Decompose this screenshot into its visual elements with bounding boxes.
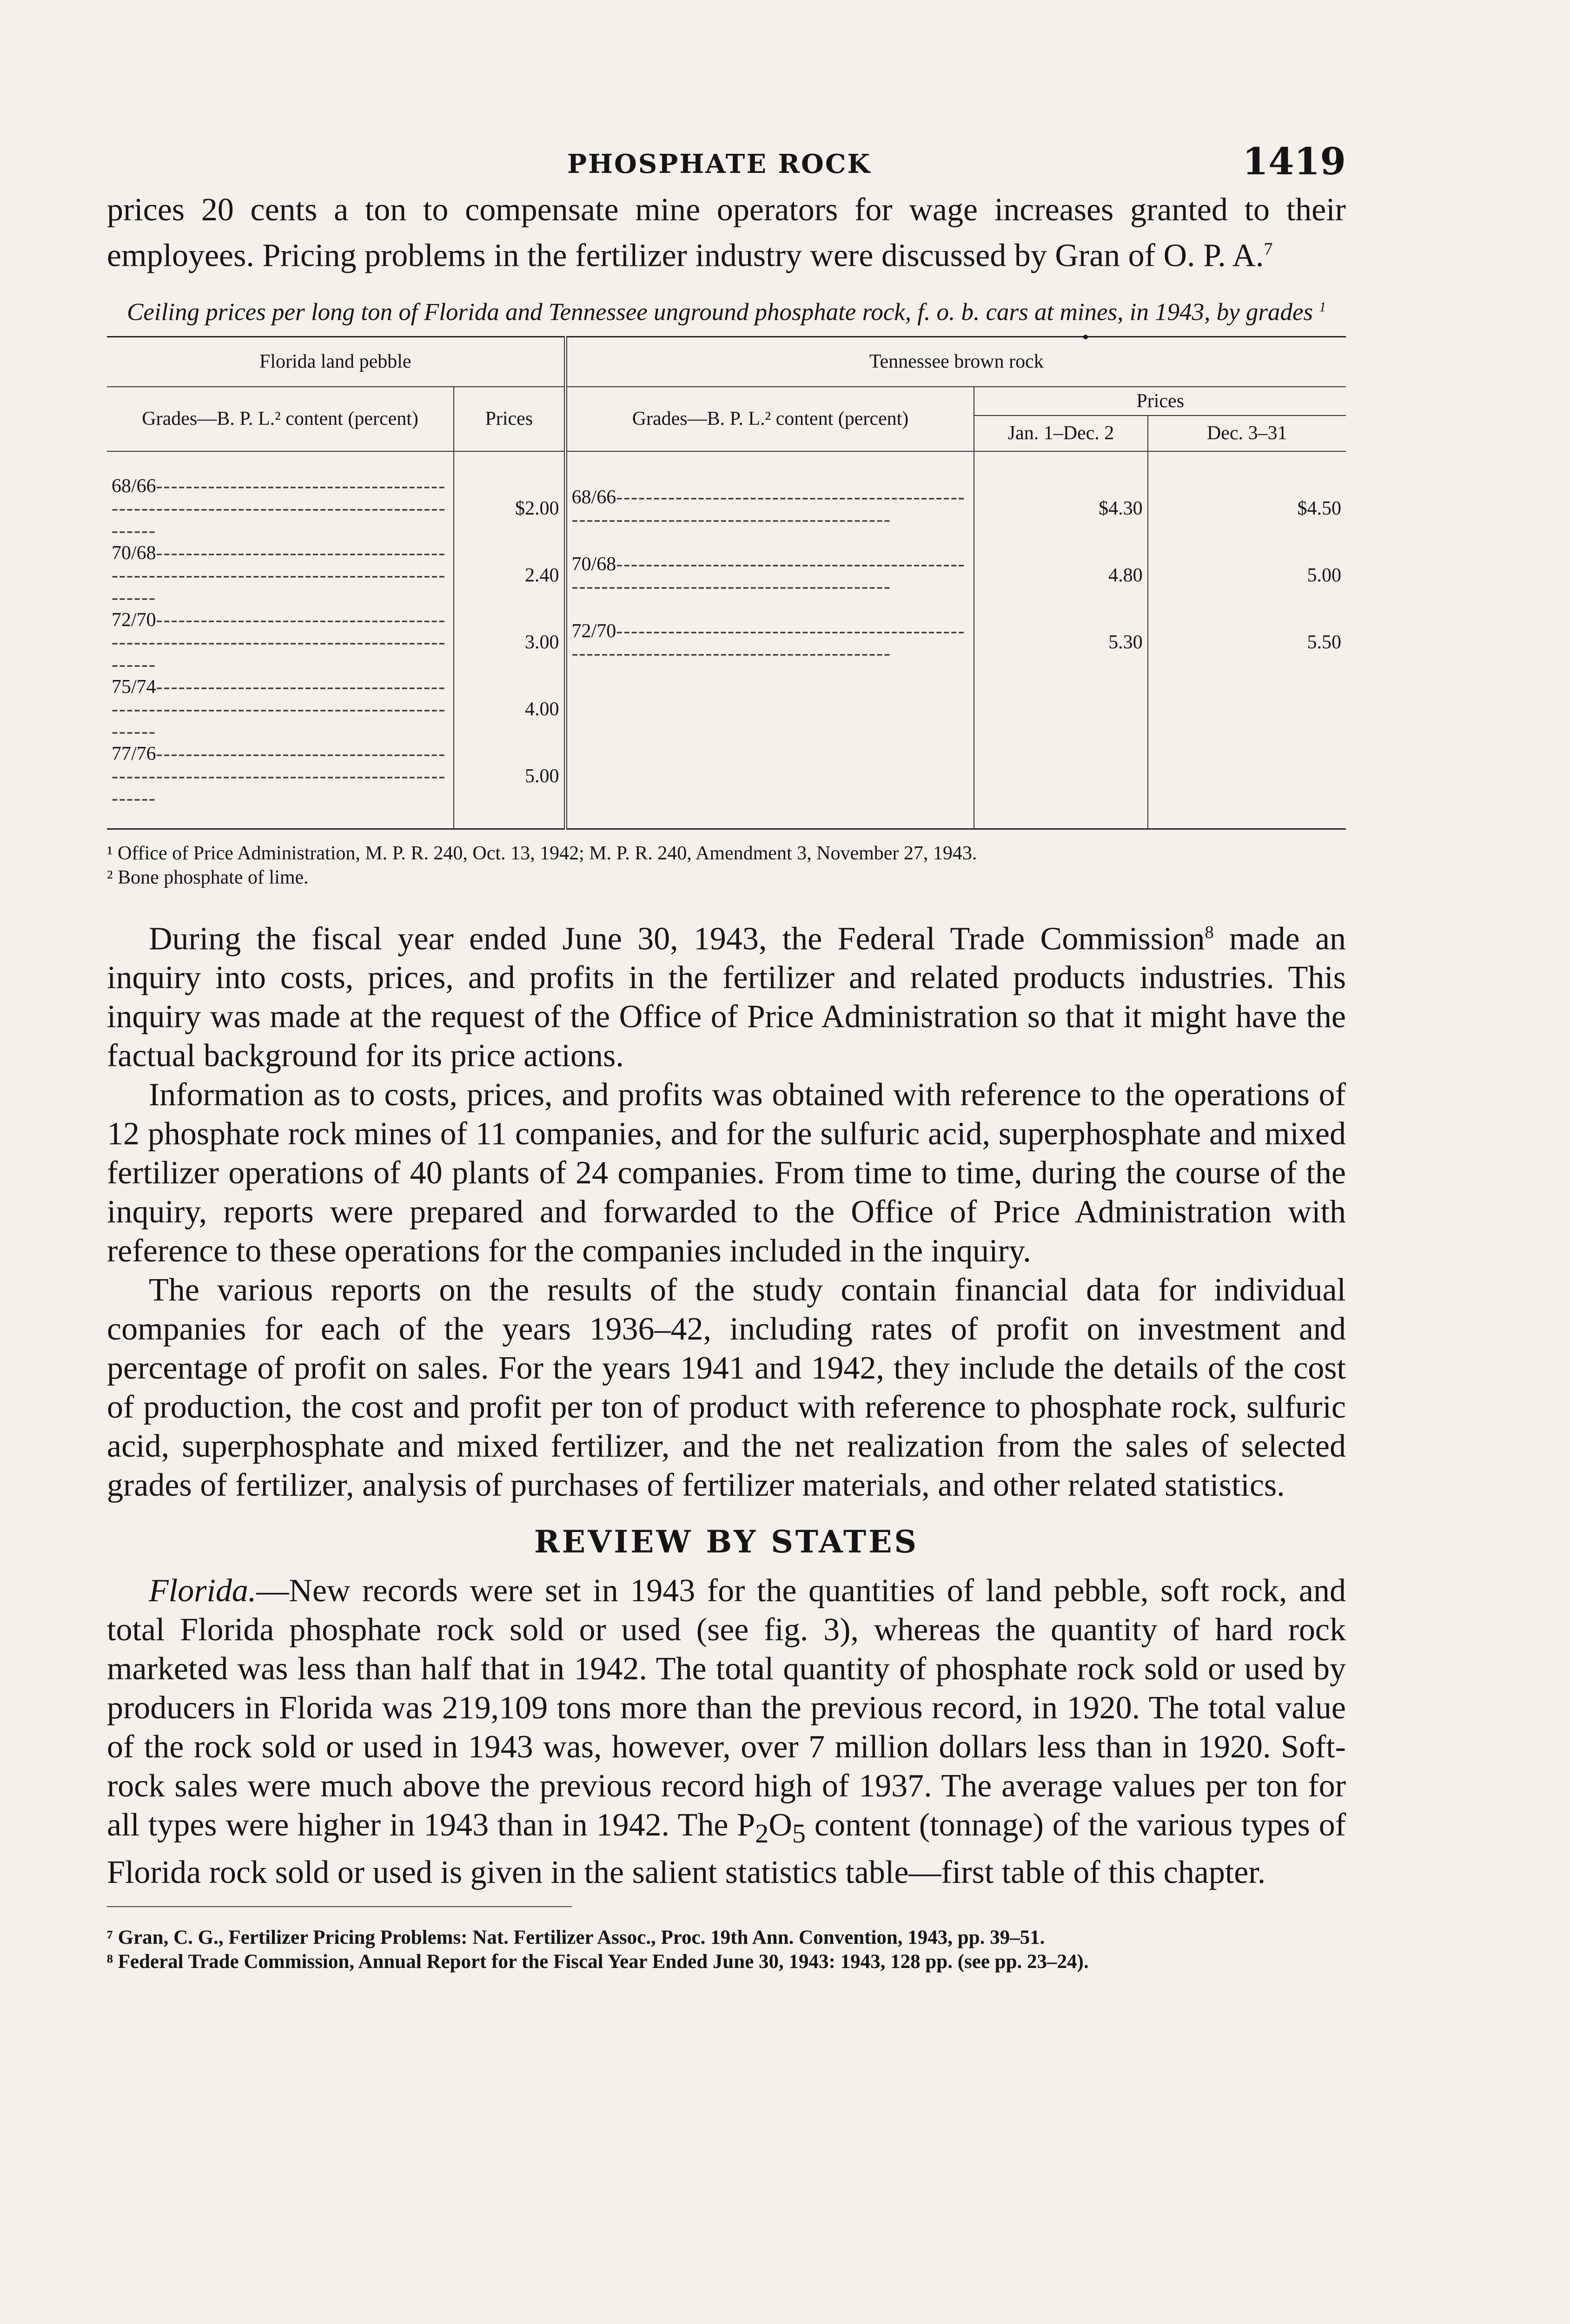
page-footnote-7: ⁷ Gran, C. G., Fertilizer Pricing Problems: Nat. Fertilizer Assoc., Proc. 19th Ann. Convention, 1943, pp. 39–51. — [107, 1927, 1045, 1949]
paragraph-text: O — [768, 1807, 792, 1843]
ceiling-prices-table — [107, 336, 1346, 830]
table-caption — [107, 293, 1346, 327]
florida-price-cell: $2.00 — [454, 451, 565, 542]
column-header-period-2: Dec. 3–31 — [1148, 416, 1346, 451]
tennessee-price-period-2-cell: 5.00 — [1307, 564, 1341, 586]
tennessee-grade-cell: 70/68 ----- — [565, 542, 974, 609]
tennessee-grade-cell: 72/70 ----- — [565, 609, 974, 676]
table-row — [107, 542, 1346, 609]
subscript: 5 — [792, 1818, 806, 1849]
tennessee-price-period-1-cell-empty — [974, 743, 1147, 829]
column-header-grades-florida: Grades—B. P. L.² content (percent) — [107, 387, 454, 451]
tennessee-price-period-1-cell: $4.30 — [974, 451, 1147, 542]
table-footnote-1: ¹ Office of Price Administration, M. P. R. 240, Oct. 13, 1942; M. P. R. 240, Amendment 3, November 27, 1943. — [107, 842, 977, 864]
tennessee-price-period-1-cell: 4.80 — [974, 542, 1147, 609]
paragraph-text: made an inquiry into costs, prices, and profits in the fertilizer and related products industries. This inquiry was made at the request of the Office of Price Administration so that it might have the factual background for its price actions. — [107, 921, 1346, 1074]
footnote-ref-8: 8 — [1205, 922, 1214, 942]
document-page — [107, 135, 1346, 1997]
running-head: PHOSPHATE ROCK — [567, 149, 872, 179]
table-row — [107, 451, 1346, 542]
scan-speck — [1083, 335, 1088, 339]
florida-price-cell: 3.00 — [454, 609, 565, 676]
paragraph-information: Information as to costs, prices, and profits was obtained with reference to the operations of 12 phosphate rock mines of 11 companies, and for the sulfuric acid, superphosphate and mixed fertilizer operations of 40 plants of 24 companies. From time to time, during the course of the inquiry, reports were prepared and forwarded to the Office of Price Administration with reference to these operations for the companies included in the inquiry. — [107, 1077, 1346, 1269]
florida-grade-cell: 72/70 ----- — [107, 609, 454, 676]
tennessee-price-period-2-cell-empty — [1148, 676, 1346, 743]
section-heading: REVIEW BY STATES — [534, 1524, 919, 1560]
paragraph-reports: The various reports on the results of the study contain financial data for individual companies for each of the years 1936–42, including rates of profit on investment and percentage of profit on sales. For the years 1941 and 1942, they include the details of the cost of production, the cost and profit per ton of product with reference to phosphate rock, sulfuric acid, superphosphate and mixed fertilizer, and the net realization from the sales of selected grades of fertilizer, analysis of purchases of fertilizer materials, and other related statistics. — [107, 1272, 1346, 1504]
tennessee-price-period-2-cell: 5.50 — [1307, 631, 1341, 653]
group-header-tennessee: Tennessee brown rock — [565, 337, 1346, 387]
florida-grade-cell: 68/66 ----- — [107, 451, 454, 542]
paragraph-text: prices 20 cents a ton to compensate mine operators for wage increases granted to their employees. Pricing problems in the fertilizer industry were discussed by Gran of O. P. A. — [107, 192, 1346, 274]
paragraph-ftc-inquiry — [107, 913, 1346, 1076]
footnote-ref-7: 7 — [1264, 239, 1273, 259]
column-header-prices-florida: Prices — [454, 387, 565, 451]
table-row — [107, 609, 1346, 676]
footnote-rule — [107, 1906, 572, 1907]
group-header-florida: Florida land pebble — [107, 337, 565, 387]
page-number: 1419 — [1242, 139, 1346, 183]
tennessee-grade-cell-empty — [565, 743, 974, 829]
paragraph-continuation — [107, 191, 1346, 275]
paragraph-text: During the fiscal year ended June 30, 1943, the Federal Trade Commission — [149, 921, 1205, 957]
page-header — [107, 135, 1346, 191]
tennessee-price-period-2-cell: $4.50 — [1297, 497, 1341, 519]
florida-grade-cell: 75/74 ----- — [107, 676, 454, 743]
tennessee-price-period-1-cell-empty — [974, 676, 1147, 743]
table-row — [107, 676, 1346, 743]
florida-price-cell: 5.00 — [454, 743, 565, 829]
page-footnote-8: ⁸ Federal Trade Commission, Annual Report for the Fiscal Year Ended June 30, 1943: 1943, 128 pp. (see pp. 23–24). — [107, 1951, 1089, 1973]
table-footnotes — [107, 841, 1346, 890]
table-footnote-2: ² Bone phosphate of lime. — [107, 866, 309, 888]
tennessee-price-period-1-cell: 5.30 — [974, 609, 1147, 676]
paragraph-florida — [107, 1571, 1346, 1892]
table-row — [107, 743, 1346, 829]
state-name-florida: Florida. — [149, 1573, 257, 1609]
tennessee-grade-cell: 68/66 ----- — [565, 451, 974, 542]
page-footnotes — [107, 1926, 1346, 1974]
tennessee-grade-cell-empty — [565, 676, 974, 743]
table-caption-text: Ceiling prices per long ton of Florida and Tennessee unground phosphate rock, f. o. b. cars at mines, in 1943, by grades — [126, 298, 1313, 326]
florida-price-cell: 2.40 — [454, 542, 565, 609]
column-header-period-1: Jan. 1–Dec. 2 — [974, 416, 1147, 451]
caption-footnote-ref: 1 — [1319, 300, 1326, 315]
florida-grade-cell: 77/76 ----- — [107, 743, 454, 829]
florida-grade-cell: 70/68 ----- — [107, 542, 454, 609]
column-header-grades-tennessee: Grades—B. P. L.² content (percent) — [565, 387, 974, 451]
paragraph-text: —New records were set in 1943 for the quantities of land pebble, soft rock, and total Florida phosphate rock sold or used (see fig. 3), whereas the quantity of hard rock marketed was less than half that in 1942. The total quantity of phosphate rock sold or used by producers in Florida was 219,109 tons more than the previous record, in 1920. The total value of the rock sold or used in 1943 was, however, over 7 million dollars less than in 1920. Soft-rock sales were much above the previous record high of 1937. The average values per ton for all types were higher in 1943 than in 1942. The P — [107, 1573, 1346, 1843]
column-header-prices-tennessee: Prices — [974, 387, 1346, 416]
florida-price-cell: 4.00 — [454, 676, 565, 743]
paragraph-text: content (tonnage) of the various types of Florida rock sold or used is given in the salient statistics table—first table of this chapter. — [107, 1807, 1346, 1891]
subscript: 2 — [755, 1818, 769, 1849]
tennessee-price-period-2-cell-empty — [1148, 743, 1346, 829]
